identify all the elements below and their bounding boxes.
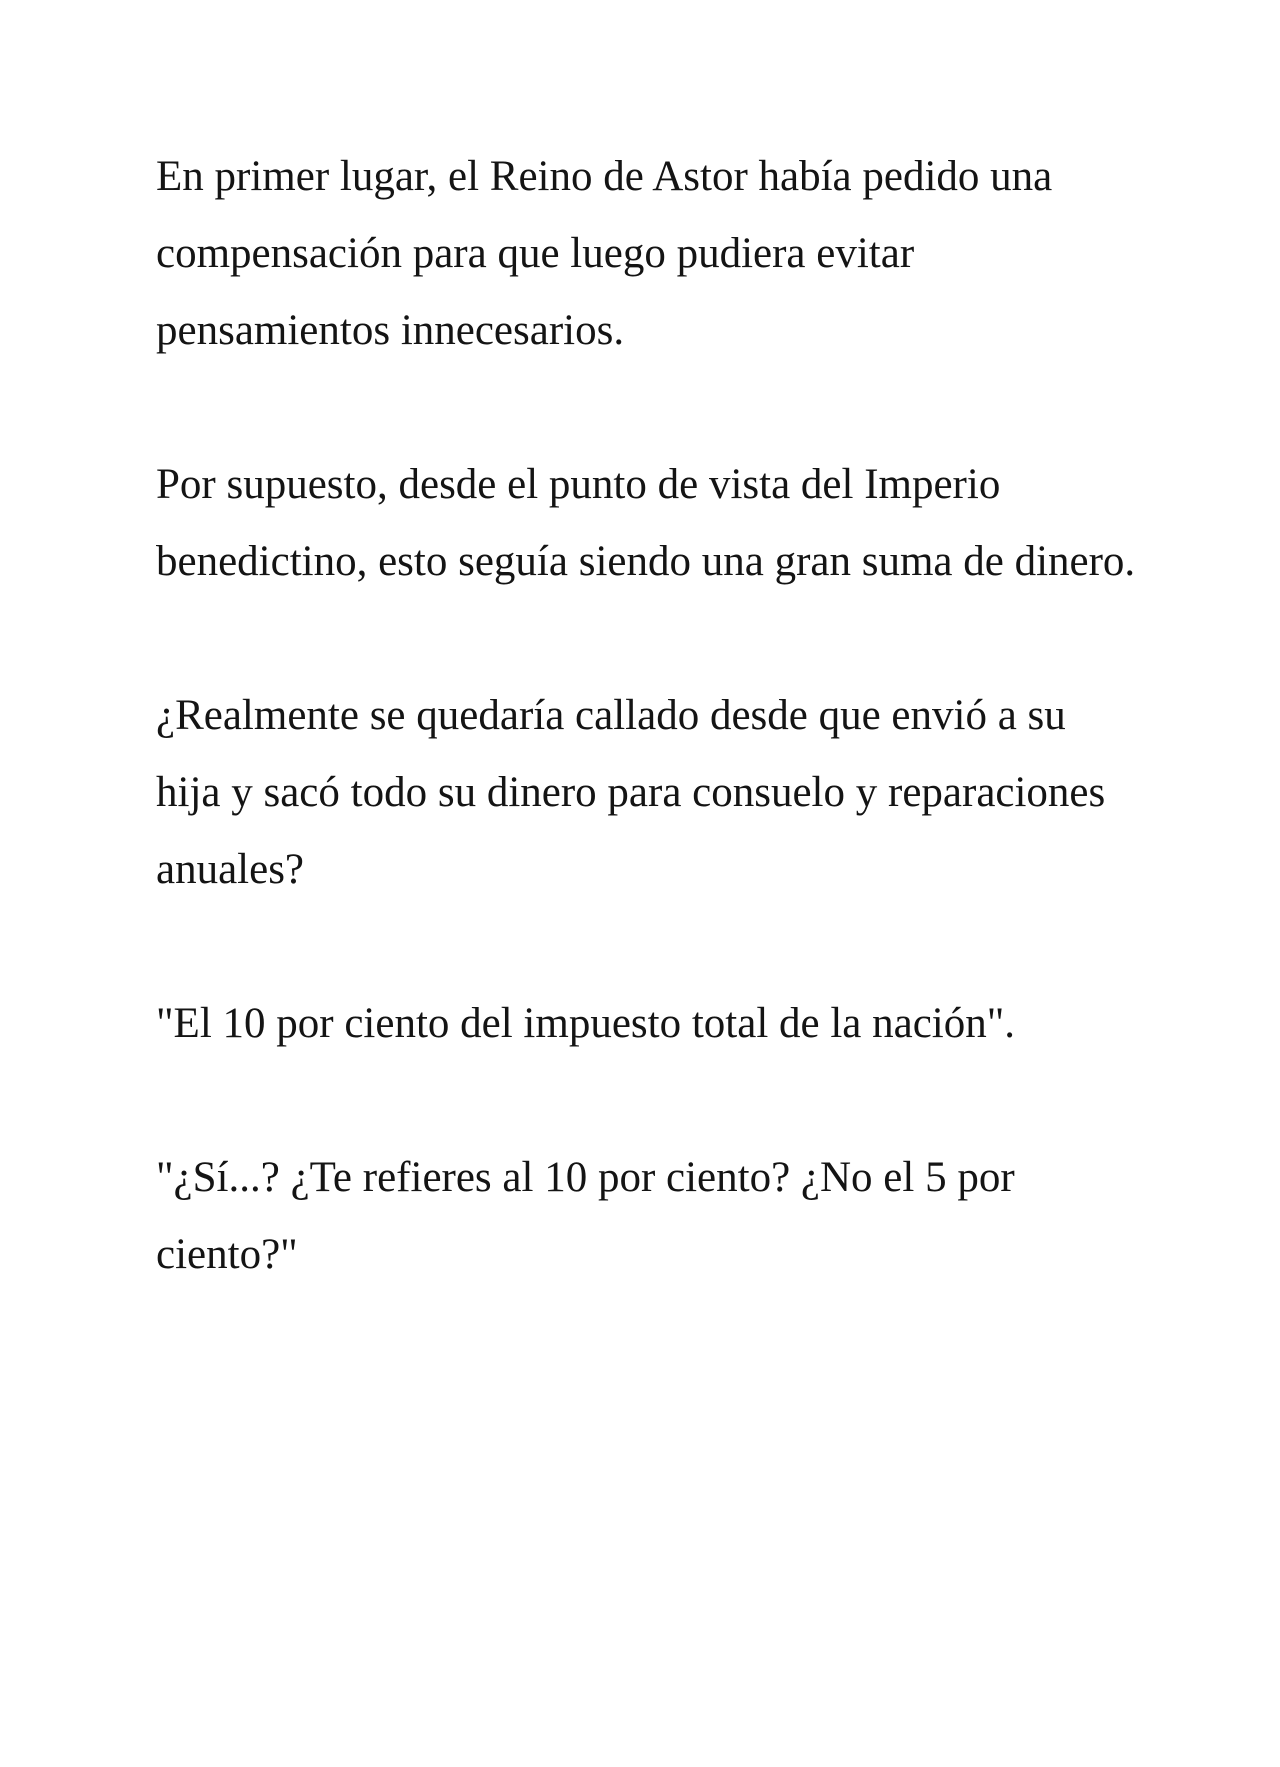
paragraph-3: ¿Realmente se quedaría callado desde que envió a su hija y sacó todo su dinero para consuelo y reparaciones anuales? [156,692,1106,893]
paragraph-1: En primer lugar, el Reino de Astor había pedido una compensación para que luego pudiera evitar pensamientos innecesarios. [156,153,1053,354]
paragraph-4: "El 10 por ciento del impuesto total de la nación". [156,1000,1016,1047]
document-body [156,138,1136,1293]
paragraph-2: Por supuesto, desde el punto de vista del Imperio benedictino, esto seguía siendo una gran suma de dinero. [156,461,1136,585]
paragraph-5: "¿Sí...? ¿Te refieres al 10 por ciento? ¿No el 5 por ciento?" [156,1154,1015,1278]
